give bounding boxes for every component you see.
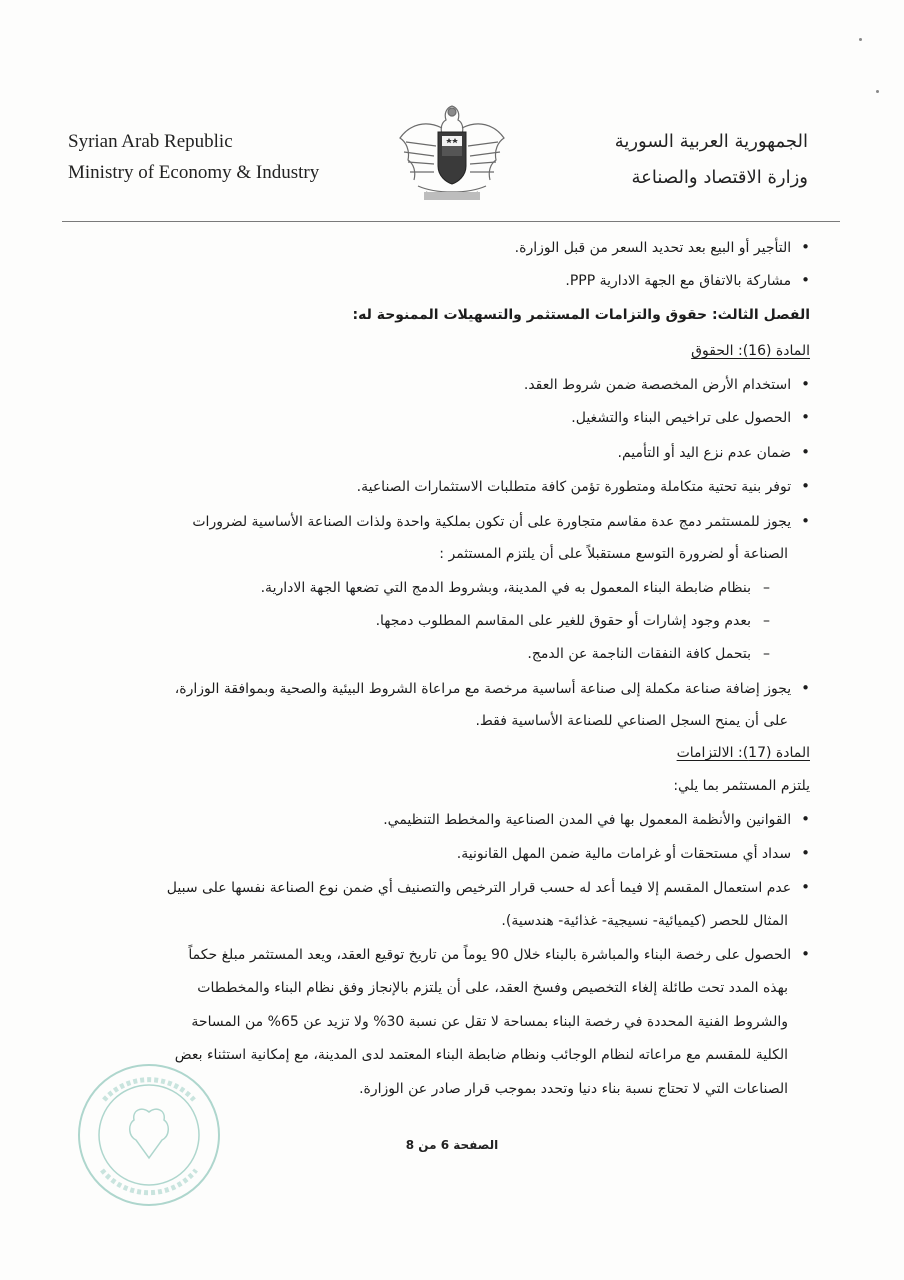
header-en-country: Syrian Arab Republic [68,131,233,152]
official-stamp-icon [74,1060,224,1210]
list-item-continuation: المثال للحصر (كيميائية- نسيجية- غذائية- هندسية). [501,913,788,929]
list-item: • سداد أي مستحقات أو غرامات مالية ضمن المهل القانونية. [457,842,810,865]
header-ar-ministry: وزارة الاقتصاد والصناعة [631,167,808,188]
sub-list-item: – بنظام ضابطة البناء المعمول به في المدينة، وبشروط الدمج التي تضعها الجهة الادارية. [261,577,770,599]
scan-speck [876,90,879,93]
list-item: • عدم استعمال المقسم إلا فيما أعد له حسب قرار الترخيص والتصنيف أي ضمن نوع الصناعة نفسها على سبيل [167,876,810,899]
article-17-intro: يلتزم المستثمر بما يلي: [673,778,810,794]
list-item-continuation: على أن يمنح السجل الصناعي للصناعة الأساسية فقط. [475,713,788,729]
list-item-continuation: الكلية للمقسم مع مراعاته لنظام الوجائب ونظام ضابطة البناء المعتمد لدى المدينة، مع إمكانية استثناء بعض [174,1047,788,1063]
eagle-emblem-icon [396,98,508,204]
list-item: • يجوز للمستثمر دمج عدة مقاسم متجاورة على أن تكون بملكية واحدة ولذات الصناعة الأساسية لضرورات [192,510,810,533]
chapter-title: الفصل الثالث: حقوق والتزامات المستثمر والتسهيلات الممنوحة له: [352,307,810,323]
list-item: • القوانين والأنظمة المعمول بها في المدن الصناعية والمخطط التنظيمي. [383,808,810,831]
list-item-continuation: الصناعات التي لا تحتاج نسبة بناء دنيا وتحدد بموجب قرار صادر عن الوزارة. [359,1081,788,1097]
header-english [68,126,319,188]
header-ar-country: الجمهورية العربية السورية [614,131,808,152]
page-number: الصفحة 6 من 8 [405,1138,499,1152]
list-item: • مشاركة بالاتفاق مع الجهة الادارية PPP. [565,269,810,292]
list-item: • التأجير أو البيع بعد تحديد السعر من قبل الوزارة. [515,236,810,259]
list-item-continuation: الصناعة أو لضرورة التوسع مستقبلاً على أن يلتزم المستثمر : [439,546,788,562]
sub-list-item: – بعدم وجود إشارات أو حقوق للغير على المقاسم المطلوب دمجها. [376,610,770,632]
list-item-continuation: والشروط الفنية المحددة في رخصة البناء بمساحة لا تقل عن نسبة 30% ولا تزيد عن 65% من المساحة [191,1014,788,1030]
list-item: • الحصول على رخصة البناء والمباشرة بالبناء خلال 90 يوماً من تاريخ توقيع العقد، ويعد المستثمر مبلغ حكماً [188,943,810,966]
header-en-ministry: Ministry of Economy & Industry [68,162,320,183]
article-17-title: المادة (17): الالتزامات [676,745,810,761]
header-divider [62,221,840,222]
sub-list-item: – بتحمل كافة النفقات الناجمة عن الدمج. [527,643,770,665]
list-item: • توفر بنية تحتية متكاملة ومتطورة تؤمن كافة متطلبات الاستثمارات الصناعية. [357,475,810,498]
list-item: • استخدام الأرض المخصصة ضمن شروط العقد. [524,373,810,396]
header-arabic [615,124,808,196]
scan-speck [859,38,862,41]
list-item-continuation: بهذه المدد تحت طائلة إلغاء التخصيص وفسخ العقد، على أن يلتزم بالإنجاز وفق نظام البناء والمخططات [197,980,788,996]
list-item: • ضمان عدم نزع اليد أو التأميم. [618,441,811,464]
article-16-title: المادة (16): الحقوق [691,343,810,359]
list-item: • الحصول على تراخيص البناء والتشغيل. [571,406,810,429]
list-item: • يجوز إضافة صناعة مكملة إلى صناعة أساسية مرخصة مع مراعاة الشروط البيئية والصحية وبموافقة الوزارة، [175,677,810,700]
